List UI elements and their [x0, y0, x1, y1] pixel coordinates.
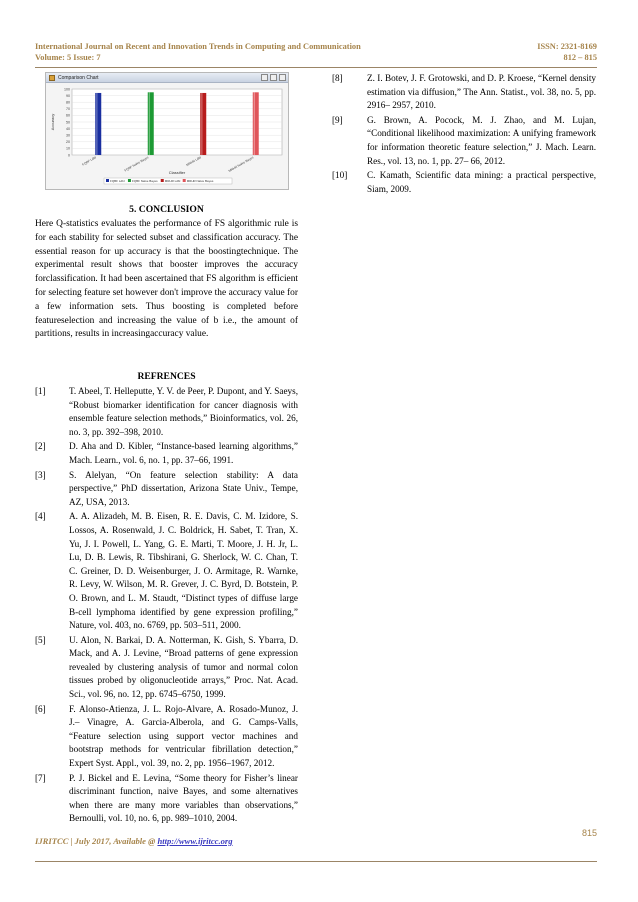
journal-issn: ISSN: 2321-8169	[537, 42, 597, 51]
references-list-left	[35, 385, 298, 827]
comparison-chart-figure	[45, 72, 289, 190]
app-icon	[49, 75, 55, 81]
conclusion-body: Here Q-statistics evaluates the performance of FS algorithmic rule is for each stability for selected subset and classification accuracy. The essential reason for up accuracy is that the boostingtechnique. The experimental result shows that booster improves the accuracy forclassification. It had been ascertained that FS algorithm is efficient for selecting feature set however don't improve the accuracy value for a few information sets. Thus boosting is completed before featureselection and increasing the value of b i.e., the amount of partitions, results in increasingaccuracy value.	[35, 219, 298, 340]
reference-number: [6]	[35, 703, 46, 714]
y-tick-label: 10	[66, 146, 70, 151]
reference-item	[35, 440, 298, 467]
reference-text: C. Kamath, Scientific data mining: a practical perspective, Siam, 2009.	[367, 170, 596, 194]
legend-label: MRHR Ldbl	[164, 178, 181, 183]
y-tick-label: 90	[66, 93, 70, 98]
reference-number: [9]	[332, 114, 343, 125]
reference-number: [3]	[35, 469, 46, 480]
x-tick-label: FQBF Nalve Bayes	[123, 155, 150, 173]
legend-label: FQBF Nalve Bayes	[131, 178, 158, 183]
reference-item	[332, 72, 596, 113]
reference-number: [8]	[332, 73, 343, 83]
page-footer	[35, 836, 233, 846]
bar-highlight	[149, 92, 150, 155]
accuracy-bar-chart	[46, 83, 288, 189]
journal-issn-info	[537, 41, 597, 63]
y-tick-label: 60	[66, 113, 70, 118]
close-icon[interactable]	[279, 74, 286, 81]
reference-number: [10]	[332, 170, 348, 181]
reference-item	[35, 510, 298, 632]
header-rule	[35, 67, 597, 68]
legend-label: FQBF Ldbl	[110, 178, 125, 183]
reference-item	[35, 634, 298, 702]
bar	[148, 92, 154, 155]
bar-highlight	[254, 92, 255, 155]
reference-item	[332, 169, 596, 196]
legend-swatch	[128, 179, 131, 182]
reference-item	[332, 114, 596, 168]
reference-number: [2]	[35, 441, 46, 452]
bar-highlight	[96, 93, 97, 155]
reference-text: U. Alon, N. Barkai, D. A. Notterman, K. Gish, S. Ybarra, D. Mack, and A. J. Levine, “Broad patterns of gene expression revealed by clustering analysis of tumor and normal colon tissues probed by oligonucleotide arrays,” Proc. Nat. Acad. Sci., vol. 96, no. 12, pp. 6745–6750, 1999.	[69, 634, 298, 700]
footer-rule	[35, 861, 597, 862]
journal-title: International Journal on Recent and Innovation Trends in Computing and Communication	[35, 42, 361, 51]
y-tick-label: 100	[64, 87, 70, 92]
y-tick-label: 70	[66, 107, 70, 112]
y-tick-label: 40	[66, 126, 70, 131]
references-heading: REFRENCES	[137, 371, 196, 382]
reference-text: D. Aha and D. Kibler, “Instance-based learning algorithms,” Mach. Learn., vol. 6, no. 1, pp. 37–66, 1991.	[69, 441, 298, 465]
chart-window-titlebar	[46, 73, 288, 83]
y-tick-label: 0	[68, 153, 70, 158]
y-tick-label: 80	[66, 100, 70, 105]
x-tick-label: MRHR Ldbl	[185, 155, 202, 168]
reference-item	[35, 469, 298, 510]
legend-label: MRHR Nalve Bayes	[186, 178, 214, 183]
chart-window-title: Comparison Chart	[58, 75, 99, 81]
x-tick-label: FQBF Ldbl	[81, 155, 97, 167]
legend-swatch	[161, 179, 164, 182]
minimize-icon[interactable]	[261, 74, 268, 81]
y-tick-label: 30	[66, 133, 70, 138]
y-axis-label: Accuracy	[50, 113, 55, 131]
reference-number: [4]	[35, 511, 46, 522]
y-tick-label: 20	[66, 140, 70, 145]
reference-text: Z. I. Botev, J. F. Grotowski, and D. P. Kroese, “Kernel density estimation via diffusion,” The Ann. Statist., vol. 38, no. 5, pp. 2916– 2957, 2010.	[367, 73, 596, 111]
y-tick-label: 50	[66, 120, 70, 125]
legend-swatch	[183, 179, 186, 182]
reference-number: [7]	[35, 772, 46, 783]
reference-number: [1]	[35, 386, 46, 396]
x-tick-label: MRHR Nalve Bayes	[227, 155, 255, 174]
journal-pages: 812 – 815	[563, 53, 597, 62]
x-axis-label: Classifier	[168, 170, 186, 175]
journal-info	[35, 41, 361, 63]
bar-highlight	[201, 93, 202, 155]
reference-item	[35, 703, 298, 771]
reference-item	[35, 385, 298, 439]
journal-volume: Volume: 5 Issue: 7	[35, 53, 101, 62]
reference-text: G. Brown, A. Pocock, M. J. Zhao, and M. Lujan, “Conditional likelihood maximization: A unifying framework for information theoretic feature selection,” J. Mach. Learn. Res., vol. 13, no. 1, pp. 27– 66, 2012.	[367, 114, 596, 166]
reference-text: F. Alonso-Atienza, J. L. Rojo-Alvare, A. Rosado-Munoz, J. J.– Vinagre, A. Garcia-Alberola, and G. Camps-Valls, “Feature selection using support vector machines and bootstrap methods for ventricular fibrillation detection,” Expert Syst. Appl., vol. 39, no. 2, pp. 1956–1967, 2012.	[69, 703, 298, 769]
page-number: 815	[581, 828, 597, 838]
bar	[95, 93, 101, 155]
reference-number: [5]	[35, 634, 46, 645]
reference-text: P. J. Bickel and E. Levina, “Some theory for Fisher’s linear discriminant function, naive Bayes, and some alternatives when there are many more variables than observations,” Bernoulli, vol. 10, no. 6, pp. 989–1010, 2004.	[69, 772, 298, 824]
conclusion-heading: 5. CONCLUSION	[129, 204, 204, 215]
journal-website-link[interactable]: http://www.ijritcc.org	[157, 836, 233, 846]
bar	[253, 92, 259, 155]
reference-item	[35, 772, 298, 826]
footer-prefix: IJRITCC | July 2017, Available @	[35, 836, 158, 846]
bar	[200, 93, 206, 155]
reference-text: A. A. Alizadeh, M. B. Eisen, R. E. Davis, C. M. Izidore, S. Lossos, A. Rosenwald, J. C. Boldrick, H. Sabet, T. Tran, X. Yu, J. I. Powell, L. Yang, G. E. Marti, T. Moore, J. H. Jr, L. Lu, D. B. Lewis, R. Tibshirani, G. Sherlock, W. C. Chan, T. C. Greiner, D. D. Weisenburger, J. O. Armitage, R. Warnke, R. Levy, W. Wilson, M. R. Grever, J. C. Byrd, D. Botstein, P. O. Brown, and L. M. Staudt, “Distinct types of diffuse large B-cell lymphoma identified by gene expression profiling,” Nature, vol. 403, no. 6769, pp. 503–511, 2000.	[69, 511, 298, 631]
reference-text: T. Abeel, T. Helleputte, Y. V. de Peer, P. Dupont, and Y. Saeys, “Robust biomarker identification for cancer diagnosis with ensemble feature selection methods,” Bioinformatics, vol. 26, no. 3, pp. 392–398, 2010.	[69, 386, 298, 437]
reference-text: S. Alelyan, “On feature selection stability: A data perspective,” PhD dissertation, Arizona State Univ., Tempe, AZ, USA, 2013.	[69, 469, 298, 507]
maximize-icon[interactable]	[270, 74, 277, 81]
references-list-right	[332, 72, 596, 197]
legend-swatch	[106, 179, 109, 182]
